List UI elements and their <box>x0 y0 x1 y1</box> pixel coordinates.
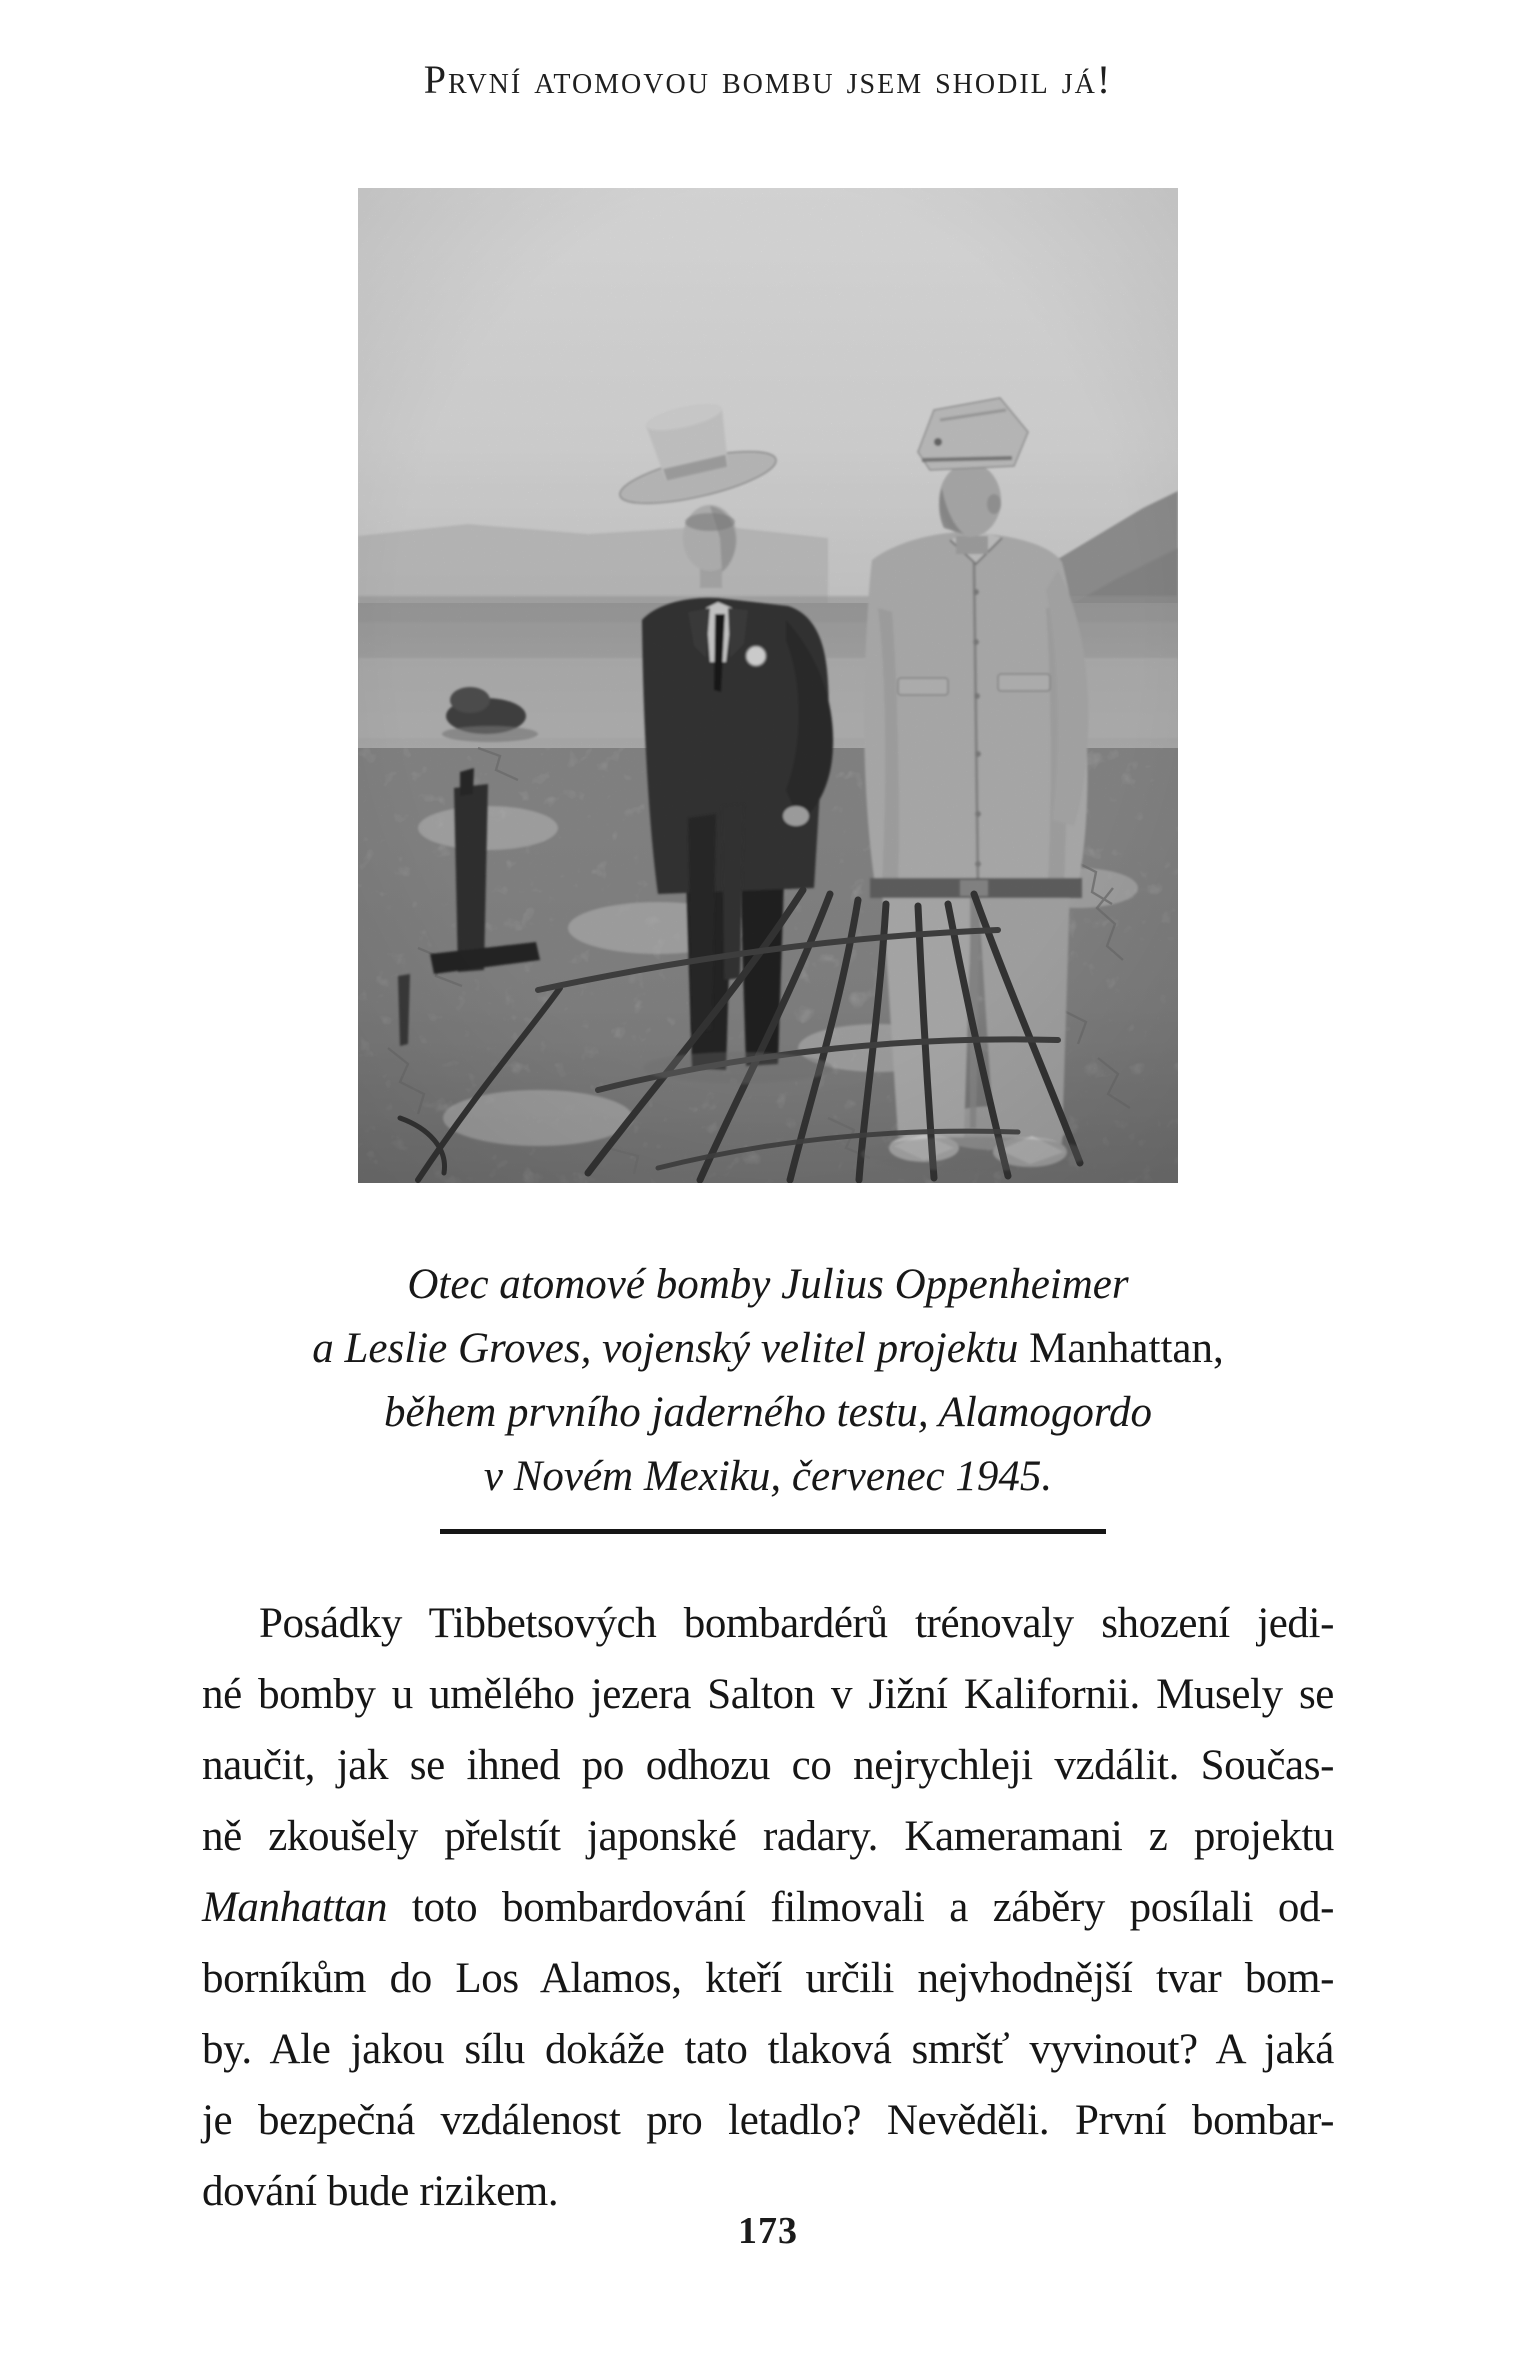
body-line <box>202 1659 1334 1730</box>
caption-text-segment: Otec atomové bomby Julius Oppenheimer <box>407 1261 1129 1308</box>
body-text-segment: Posádky Tibbetsových bombardérů trénovaly shození jedi- <box>259 1600 1334 1647</box>
caption-line <box>0 1253 1536 1317</box>
page-number: 173 <box>738 2210 798 2252</box>
body-text-segment: by. Ale jakou sílu dokáže tato tlaková smršť vyvinout? A jaká <box>202 2026 1334 2073</box>
caption-text-segment: v Novém Mexiku, červenec 1945. <box>483 1453 1053 1500</box>
trinity-site-photo <box>358 188 1178 1183</box>
caption-text-segment: a Leslie Groves, vojenský velitel projektu <box>312 1325 1030 1372</box>
body-text-segment: borníkům do Los Alamos, kteří určili nejvhodnější tvar bom- <box>202 1955 1334 2002</box>
caption-line <box>0 1381 1536 1445</box>
body-line <box>202 1943 1334 2014</box>
body-line <box>202 2014 1334 2085</box>
body-text-segment: ně zkoušely přelstít japonské radary. Kameramani z projektu <box>202 1813 1334 1860</box>
body-line <box>202 1588 1334 1659</box>
caption-text-segment: během prvního jaderného testu, Alamogordo <box>384 1389 1152 1436</box>
body-line <box>202 2085 1334 2156</box>
caption-text-segment: Manhattan, <box>1029 1325 1224 1372</box>
body-text-segment: naučit, jak se ihned po odhozu co nejrychleji vzdálit. Součas- <box>202 1742 1334 1789</box>
body-text-segment: dování bude rizikem. <box>202 2168 559 2215</box>
body-text-segment: je bezpečná vzdálenost pro letadlo? Nevěděli. První bombar- <box>202 2097 1334 2144</box>
body-text-segment: Manhattan <box>202 1884 388 1931</box>
vignette <box>358 188 1178 1183</box>
caption-line <box>0 1317 1536 1381</box>
body-text-segment: né bomby u umělého jezera Salton v Jižní Kalifornii. Musely se <box>202 1671 1334 1718</box>
running-header: První atomovou bombu jsem shodil já! <box>423 57 1113 102</box>
body-text-segment: toto bombardování filmovali a záběry posílali od- <box>387 1884 1334 1931</box>
body-paragraph <box>202 1588 1334 2227</box>
trinity-photo-illustration <box>358 188 1178 1183</box>
photo-caption <box>0 1253 1536 1509</box>
body-line <box>202 1801 1334 1872</box>
caption-line <box>0 1445 1536 1509</box>
body-line <box>202 1872 1334 1943</box>
body-line <box>202 1730 1334 1801</box>
section-divider <box>440 1529 1106 1534</box>
